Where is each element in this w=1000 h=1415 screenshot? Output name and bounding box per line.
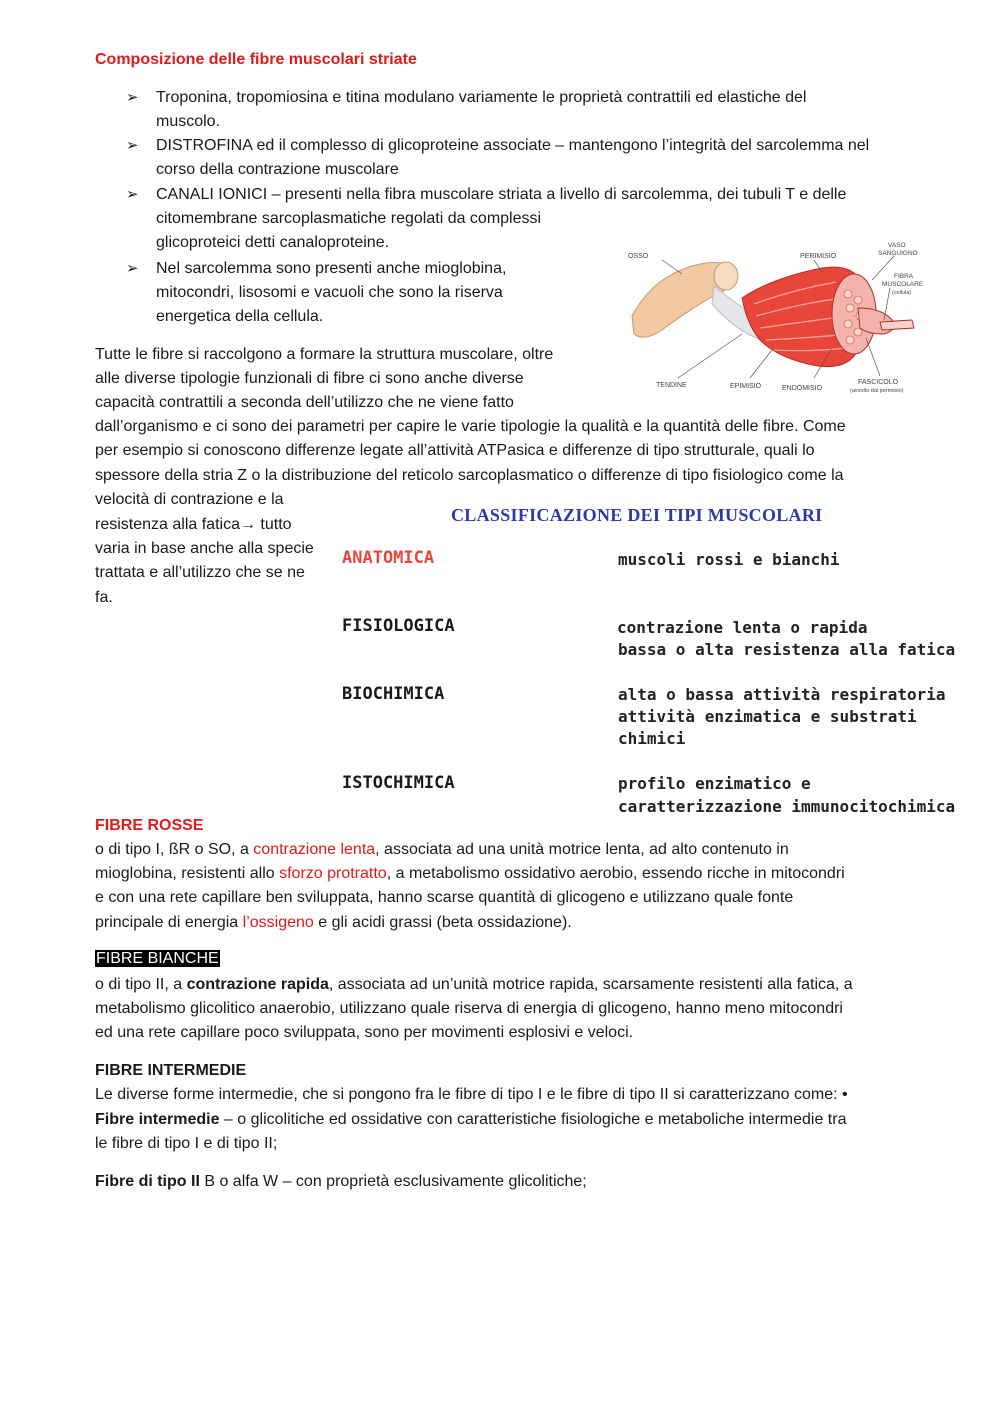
text-bold: Fibre di tipo II — [95, 1173, 200, 1190]
para-line: trattata e all’utilizzo che se ne — [95, 564, 305, 581]
label-osso: OSSO — [628, 253, 649, 260]
label-fascicolo: FASCICOLO — [858, 379, 899, 386]
label-muscolare: MUSCOLARE — [882, 281, 924, 288]
para-text: resistenza alla fatica — [95, 516, 240, 533]
classification-title: CLASSIFICAZIONE DEI TIPI MUSCOLARI — [451, 505, 823, 525]
bullet-arrow-icon: ➢ — [126, 137, 139, 154]
bullet-1-line-2: muscolo. — [156, 113, 221, 130]
para-line — [95, 513, 292, 537]
bullet-2-line-1: DISTROFINA ed il complesso di glicoproteine associate – mantengono l’integrità del sarcolemma nel — [156, 137, 870, 154]
para-line: alle diverse tipologie funzionali di fibre ci sono anche diverse — [95, 370, 524, 387]
text-bold: Fibre intermedie — [95, 1111, 220, 1128]
para-line — [95, 838, 789, 862]
class-desc: bassa o alta resistenza alla fatica — [618, 640, 956, 659]
bullet-arrow-icon: ➢ — [126, 186, 139, 203]
para-line: spessore della stria Z o la distribuzione del reticolo sarcoplasmatico o differenze di tipo fisiologico come la — [95, 467, 844, 484]
para-line: fa. — [95, 589, 113, 606]
para-line: velocità di contrazione e la — [95, 491, 284, 508]
label-fibra: FIBRA — [894, 273, 914, 280]
class-desc: contrazione lenta o rapida — [617, 618, 868, 637]
class-desc: chimici — [618, 729, 686, 748]
fibre-rosse-heading: FIBRE ROSSE — [95, 817, 204, 834]
bullet-2-line-2: corso della contrazione muscolare — [156, 161, 399, 178]
bullet-arrow-icon: ➢ — [126, 89, 139, 106]
highlight-red: l’ossigeno — [242, 914, 314, 931]
text-run: , associata ad una unità motrice lenta, ad alto contenuto in — [375, 841, 789, 858]
text-run: e gli acidi grassi (beta ossidazione). — [313, 914, 572, 931]
text-run: B o alfa W – con proprietà esclusivamente glicolitiche; — [199, 1173, 587, 1190]
para-line — [95, 1108, 846, 1132]
bullet-4-line-3: energetica della cellula. — [156, 308, 324, 325]
label-sanguigno: SANGUIGNO — [878, 250, 918, 257]
muscle-structure-figure — [622, 238, 934, 398]
label-vaso: VASO — [888, 242, 906, 249]
class-desc: alta o bassa attività respiratoria — [618, 685, 946, 704]
section-heading: Composizione delle fibre muscolari striate — [95, 51, 417, 68]
text-run: mioglobina, resistenti allo — [95, 865, 280, 882]
bullet-arrow-icon: ➢ — [126, 260, 139, 277]
class-label-anatomica: ANATOMICA — [342, 548, 435, 568]
highlight-red: sforzo protratto — [279, 865, 387, 882]
text-run: – o glicolitiche ed ossidative con caratteristiche fisiologiche e metaboliche intermedie tra — [219, 1111, 847, 1128]
para-text: tutto — [260, 516, 292, 533]
arrow-icon: → — [239, 516, 256, 533]
bone-end — [714, 262, 738, 290]
class-label-istochimica: ISTOCHIMICA — [342, 773, 455, 793]
bullet-4-line-1: Nel sarcolemma sono presenti anche mioglobina, — [156, 260, 507, 277]
label-cellula: (cellula) — [892, 290, 912, 296]
para-line: le fibre di tipo I e di tipo II; — [95, 1135, 278, 1152]
label-tendine: TENDINE — [656, 382, 687, 389]
muscle-fiber-cell — [880, 320, 914, 330]
para-line — [95, 1170, 587, 1194]
para-line: per esempio si conoscono differenze legate all’attività ATPasica e differenze di tipo strutturale, quali lo — [95, 442, 815, 459]
bullet-4-line-2: mitocondri, lisosomi e vacuoli che sono la riserva — [156, 284, 503, 301]
para-line: capacità contrattili a seconda dell’utilizzo che ne viene fatto — [95, 394, 514, 411]
label-fascicolo-sub: (avvolto dal perimisio) — [850, 388, 904, 394]
para-line — [95, 862, 845, 886]
label-epimisio: EPIMISIO — [730, 383, 762, 390]
para-line: dall’organismo e ci sono dei parametri per capire le varie tipologie la qualità e la quantità delle fibre. Come — [95, 418, 846, 435]
text-bold: contrazione rapida — [186, 976, 329, 993]
para-line: e con una rete capillare ben sviluppata, hanno scarse quantità di glicogeno e utilizzano quale fonte — [95, 889, 794, 906]
class-label-biochimica: BIOCHIMICA — [342, 684, 445, 704]
text-run: , a metabolismo ossidativo aerobio, essendo ricche in mitocondri — [386, 865, 845, 882]
text-run: , associata ad un’unità motrice rapida, scarsamente resistenti alla fatica, a — [328, 976, 853, 993]
fibre-intermedie-heading: FIBRE INTERMEDIE — [95, 1062, 247, 1079]
class-desc: profilo enzimatico e — [618, 774, 811, 793]
label-endomisio: ENDOMISIO — [782, 385, 823, 392]
para-line — [95, 973, 853, 997]
text-run: o di tipo I, ßR o SO, a — [95, 841, 254, 858]
class-desc: attività enzimatica e substrati — [618, 707, 917, 726]
para-line: Tutte le fibre si raccolgono a formare la struttura muscolare, oltre — [95, 346, 554, 363]
label-perimisio: PERIMISIO — [800, 253, 837, 260]
para-line: metabolismo glicolitico anaerobio, utilizzano quale riserva di energia di glicogeno, hanno meno mitocondri — [95, 1000, 843, 1017]
class-desc: muscoli rossi e bianchi — [618, 550, 840, 569]
bullet-3-line-2: citomembrane sarcoplasmatiche regolati da complessi — [156, 210, 542, 227]
bullet-3-line-3: glicoproteici detti canaloproteine. — [156, 234, 390, 251]
class-desc: caratterizzazione immunocitochimica — [618, 797, 956, 816]
highlight-red: contrazione lenta — [253, 841, 376, 858]
bullet-3-line-1: CANALI IONICI – presenti nella fibra muscolare striata a livello di sarcolemma, dei tubuli T e delle — [156, 186, 847, 203]
para-line: ed una rete capillare poco sviluppata, sono per movimenti esplosivi e veloci. — [95, 1024, 634, 1041]
para-line: Le diverse forme intermedie, che si pongono fra le fibre di tipo I e le fibre di tipo II si caratterizzano come: • — [95, 1086, 848, 1103]
para-line — [95, 911, 572, 935]
heading-highlight: FIBRE BIANCHE — [96, 950, 219, 967]
bullet-1-line-1: Troponina, tropomiosina e titina modulano variamente le proprietà contrattili ed elastiche del — [156, 89, 807, 106]
fibre-bianche-heading — [95, 947, 220, 971]
text-run: o di tipo II, a — [95, 976, 187, 993]
text-run: principale di energia — [95, 914, 243, 931]
para-line: varia in base anche alla specie — [95, 540, 314, 557]
class-label-fisiologica: FISIOLOGICA — [342, 616, 455, 636]
